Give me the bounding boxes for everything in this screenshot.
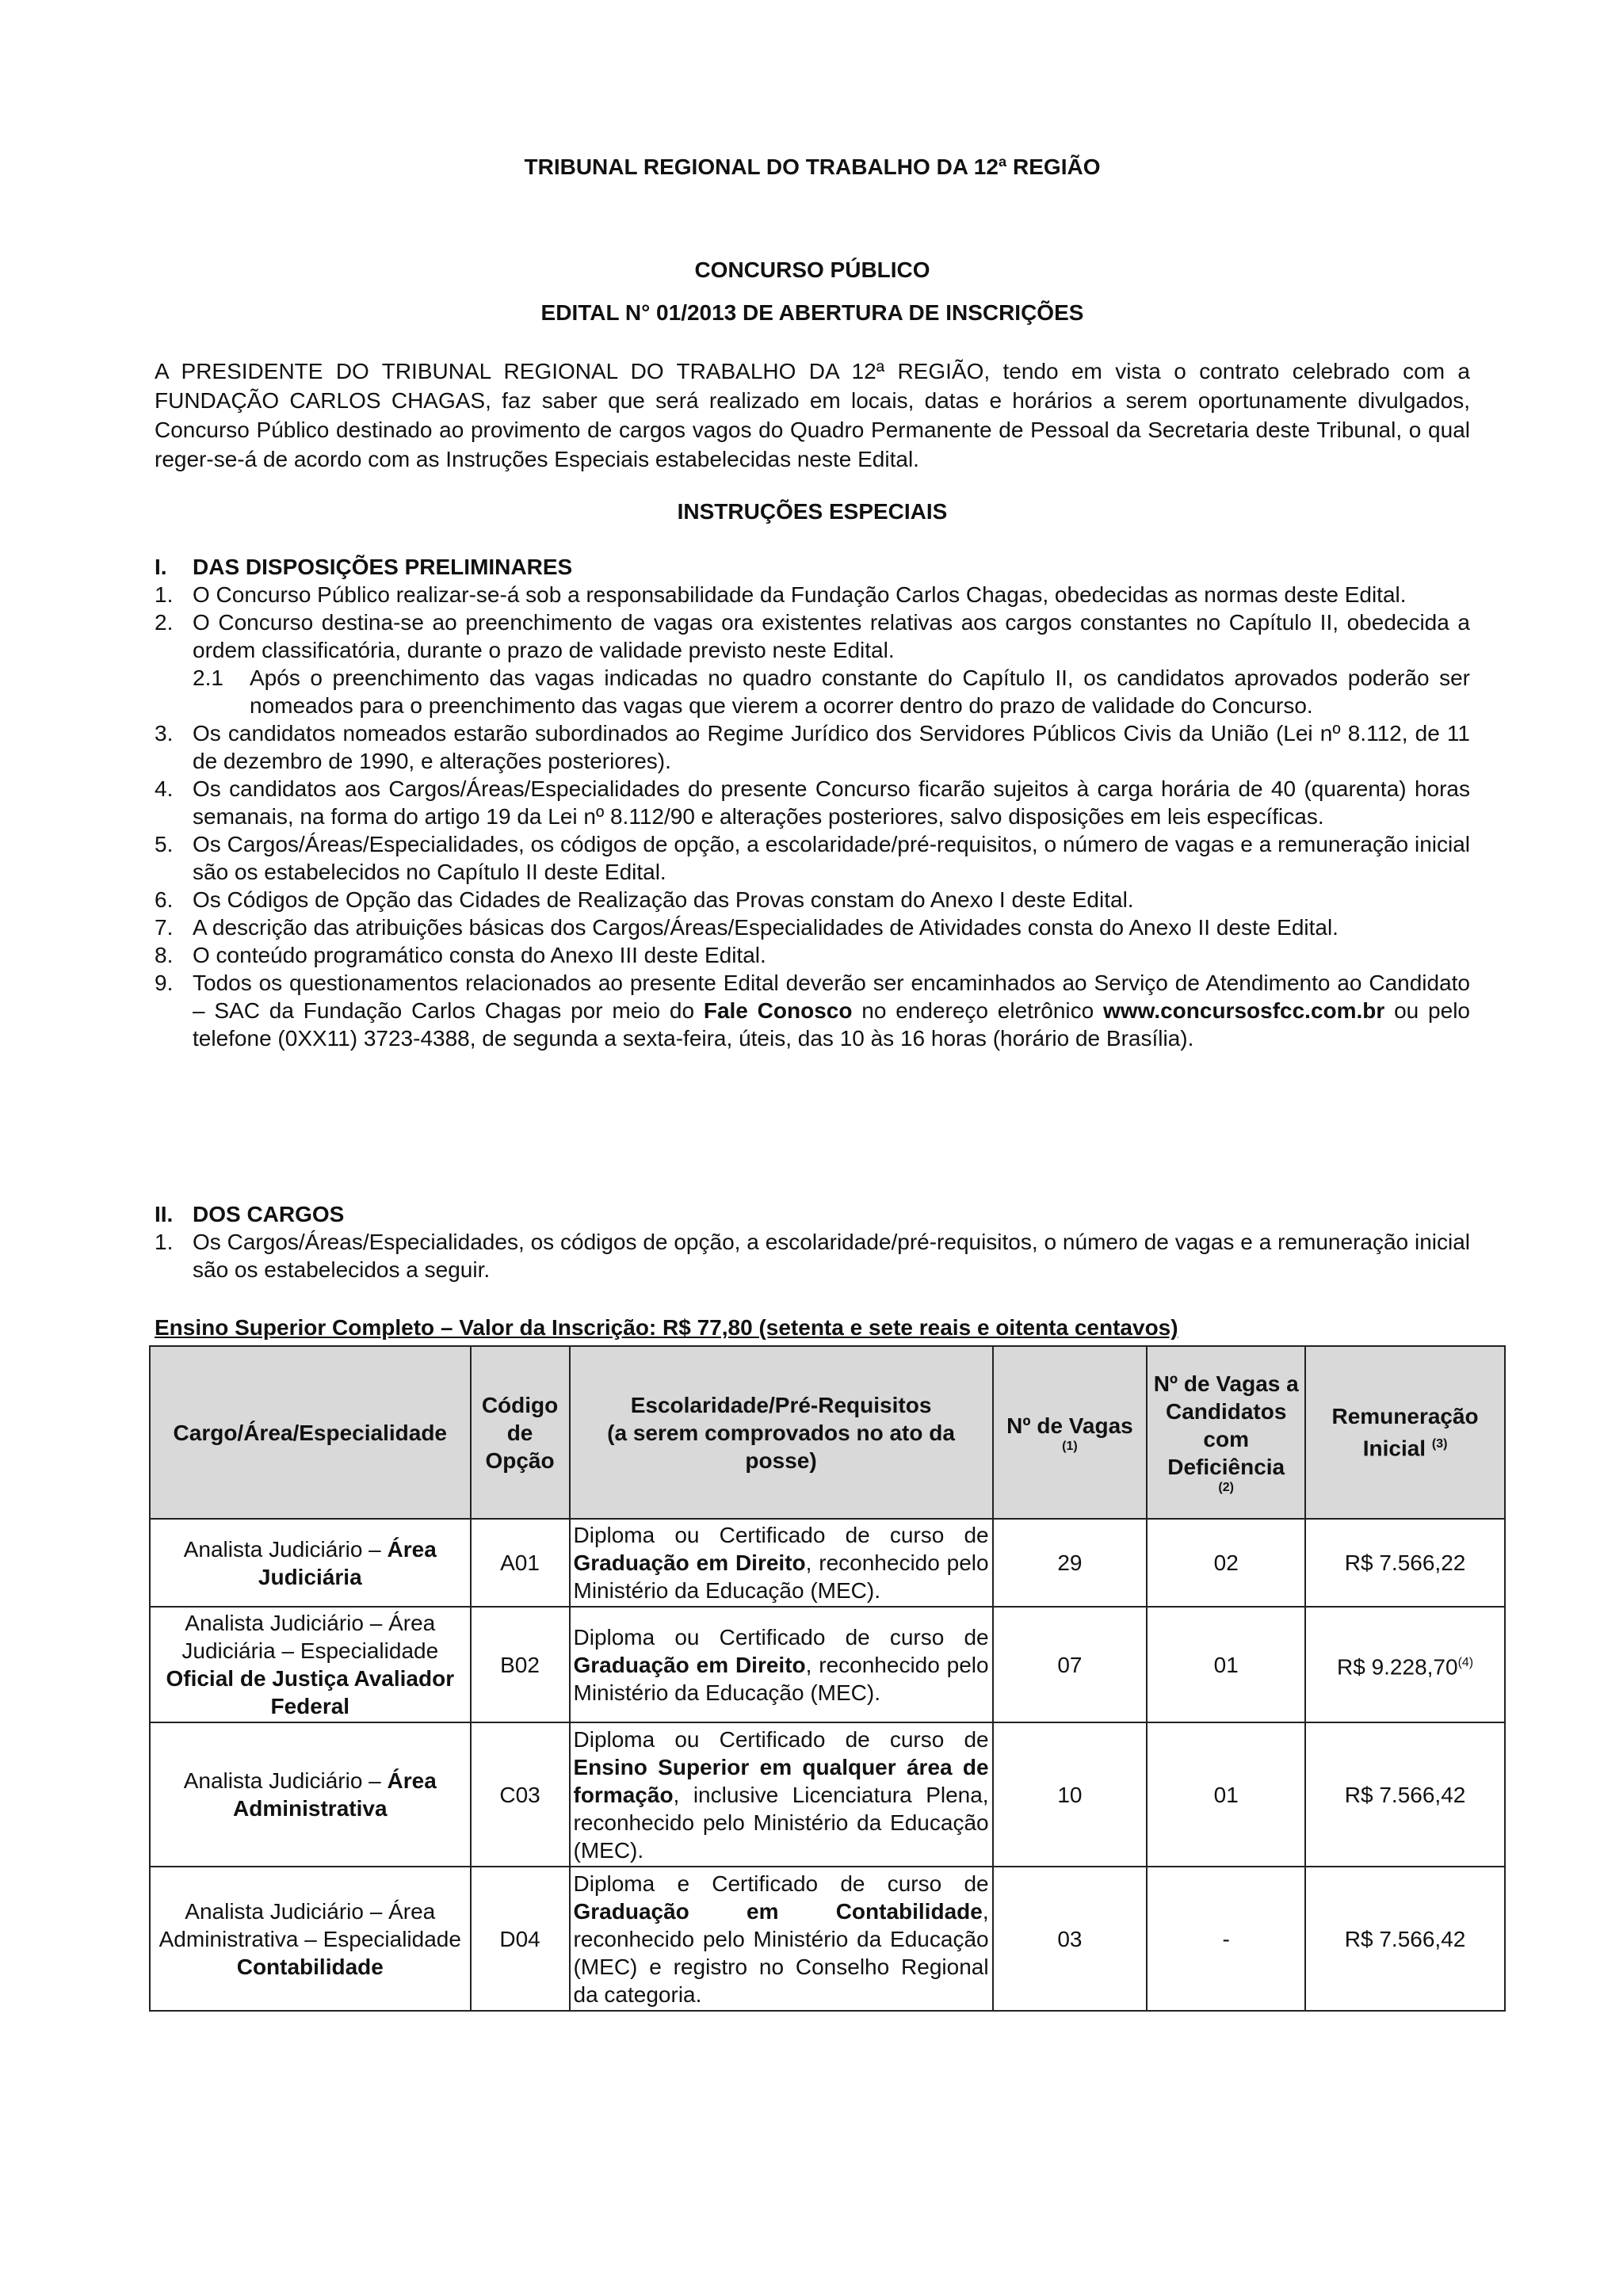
header-remuneracao: [1305, 1346, 1505, 1519]
fee-line: Ensino Superior Completo – Valor da Inscrição: R$ 77,80 (setenta e sete reais e oitenta centavos): [155, 1315, 1178, 1340]
header-escolaridade-line1: Escolaridade/Pré-Requisitos: [630, 1392, 932, 1417]
section-number: I.: [155, 555, 167, 579]
item-text: A descrição das atribuições básicas dos Cargos/Áreas/Especialidades de Atividades consta do Anexo II deste Edital.: [193, 915, 1338, 940]
cell-escolaridade: [570, 1607, 993, 1722]
cell-remuneracao: [1305, 1519, 1505, 1607]
intro-paragraph: A PRESIDENTE DO TRIBUNAL REGIONAL DO TRABALHO DA 12ª REGIÃO, tendo em vista o contrato celebrado com a FUNDAÇÃO CARLOS CHAGAS, faz saber que será realizado em locais, datas e horários a serem oportunamente divulgados, Concurso Público destinado ao provimento de cargos vagos do Quadro Permanente de Pessoal da Secretaria deste Tribunal, o qual reger-se-á de acordo com as Instruções Especiais estabelecidas neste Edital.: [155, 359, 1470, 471]
header-escolaridade: [570, 1346, 993, 1519]
esc-bold: Graduação em Direito: [573, 1652, 806, 1677]
esc-text: Diploma ou Certificado de curso de: [573, 1523, 989, 1547]
item-text: Os candidatos aos Cargos/Áreas/Especialidades do presente Concurso ficarão sujeitos à carga horária de 40 (quarenta) horas semanais, na forma do artigo 19 da Lei nº 8.112/90 e alterações posteriores, salvo disposições em leis específicas.: [193, 776, 1470, 829]
cargo-text: Analista Judiciário – Área Judiciária – Especialidade: [181, 1611, 439, 1663]
esc-text: Diploma e Certificado de curso de: [573, 1871, 989, 1896]
cargos-table: [149, 1345, 1506, 2012]
list-item: [155, 1228, 1470, 1283]
cargo-text: Analista Judiciário –: [183, 1536, 388, 1562]
cell-vagas: 03: [993, 1867, 1148, 2011]
item-number: 3.: [155, 721, 174, 746]
cell-vagas: 07: [993, 1607, 1148, 1722]
item-text: Os candidatos nomeados estarão subordinados ao Regime Jurídico dos Servidores Públicos Civis da União (Lei nº 8.112, de 11 de dezembro de 1990, e alterações posteriores).: [193, 721, 1470, 773]
cell-vagas: 29: [993, 1519, 1148, 1607]
court-title: TRIBUNAL REGIONAL DO TRABALHO DA 12ª REGIÃO: [524, 154, 1101, 179]
cell-remuneracao: [1305, 1722, 1505, 1867]
list-item: [155, 941, 1470, 969]
cell-escolaridade: [570, 1519, 993, 1607]
item-text-part: ou pelo telefone (0XX11) 3723-4388, de segunda a sexta-feira, úteis, das 10 às 16 horas (horário de Brasília).: [193, 998, 1470, 1051]
website-link[interactable]: www.concursosfcc.com.br: [1103, 998, 1385, 1023]
header-vagas: [993, 1346, 1148, 1519]
item-number: 2.1: [193, 666, 223, 690]
section-title: DOS CARGOS: [193, 1202, 345, 1226]
header-escolaridade-line2: (a serem comprovados no ato da posse): [607, 1420, 955, 1473]
table-header-row: [150, 1346, 1505, 1519]
cargo-bold: Área Administrativa: [233, 1768, 437, 1821]
footnote-ref: (2): [1218, 1481, 1234, 1494]
esc-bold: Ensino Superior em qualquer área de formação: [573, 1754, 989, 1807]
item-number: 1.: [155, 582, 174, 607]
item-text: O Concurso Público realizar-se-á sob a responsabilidade da Fundação Carlos Chagas, obedecidas as normas deste Edital.: [193, 582, 1407, 607]
cargo-text: Analista Judiciário –: [183, 1768, 388, 1793]
table-row: [150, 1607, 1505, 1722]
item-text: Os Cargos/Áreas/Especialidades, os códigos de opção, a escolaridade/pré-requisitos, o número de vagas e a remuneração inicial são os estabelecidos a seguir.: [193, 1230, 1470, 1282]
header-cargo: Cargo/Área/Especialidade: [150, 1346, 471, 1519]
contest-title: CONCURSO PÚBLICO: [694, 257, 930, 282]
footnote-ref: (3): [1431, 1437, 1448, 1451]
item-number: 4.: [155, 776, 174, 801]
section-preliminares: [155, 553, 1470, 1052]
item-text: O conteúdo programático consta do Anexo III deste Edital.: [193, 943, 766, 967]
item-number: 6.: [155, 887, 174, 912]
esc-text: , reconhecido pelo Ministério da Educação (MEC) e registro no Conselho Regional da categoria.: [573, 1898, 989, 2007]
cell-codigo: A01: [471, 1519, 570, 1607]
section-heading: [155, 1200, 1470, 1228]
instructions-title: INSTRUÇÕES ESPECIAIS: [677, 499, 948, 524]
item-number: 5.: [155, 832, 174, 856]
remuneracao-value: R$ 7.566,22: [1344, 1550, 1466, 1575]
cell-remuneracao: [1305, 1867, 1505, 2011]
cargo-bold: Oficial de Justiça Avaliador Federal: [166, 1666, 455, 1718]
table-row: [150, 1519, 1505, 1607]
list-item: [155, 969, 1470, 1052]
list-subitem: [193, 664, 1470, 719]
cell-escolaridade: [570, 1722, 993, 1867]
esc-text: , reconhecido pelo Ministério da Educação (MEC).: [573, 1652, 989, 1705]
esc-text: , reconhecido pelo Ministério da Educação (MEC).: [573, 1550, 989, 1603]
esc-text: , inclusive Licenciatura Plena, reconhecido pelo Ministério da Educação (MEC).: [573, 1782, 989, 1863]
cell-vagas-deficiencia: 01: [1147, 1607, 1305, 1722]
section-title: DAS DISPOSIÇÕES PRELIMINARES: [193, 555, 573, 579]
cell-vagas-deficiencia: -: [1147, 1867, 1305, 2011]
list-item: [155, 775, 1470, 830]
esc-bold: Graduação em Direito: [573, 1550, 806, 1575]
list-item: [155, 886, 1470, 913]
cell-codigo: C03: [471, 1722, 570, 1867]
item-number: 8.: [155, 943, 174, 967]
section-number: II.: [155, 1202, 174, 1226]
esc-text: Diploma ou Certificado de curso de: [573, 1624, 989, 1650]
cell-codigo: B02: [471, 1607, 570, 1722]
item-text: Após o preenchimento das vagas indicadas no quadro constante do Capítulo II, os candidatos aprovados poderão ser nomeados para o preenchimento das vagas que vierem a ocorrer dentro do prazo de validade do Concurso.: [250, 666, 1470, 718]
item-text: O Concurso destina-se ao preenchimento de vagas ora existentes relativas aos cargos constantes no Capítulo II, obedecida a ordem classificatória, durante o prazo de validade previsto neste Edital.: [193, 610, 1470, 662]
table-row: [150, 1867, 1505, 2011]
cell-vagas: 10: [993, 1722, 1148, 1867]
remuneracao-value: R$ 9.228,70: [1337, 1654, 1458, 1680]
esc-bold: Graduação em Contabilidade: [573, 1898, 983, 1924]
item-text-part: no endereço eletrônico: [852, 998, 1104, 1023]
list-item: [155, 913, 1470, 941]
fale-conosco-link[interactable]: Fale Conosco: [703, 998, 853, 1023]
edital-title: EDITAL N° 01/2013 DE ABERTURA DE INSCRIÇÕES: [540, 300, 1084, 325]
cell-cargo: [150, 1867, 471, 2011]
cell-cargo: [150, 1722, 471, 1867]
item-text-part: Todos os questionamentos relacionados ao presente Edital deverão ser encaminhados ao Serviço de Atendimento ao Candidato – SAC da Fundação Carlos Chagas por meio do: [193, 971, 1470, 1023]
cell-vagas-deficiencia: 01: [1147, 1722, 1305, 1867]
item-number: 9.: [155, 971, 174, 995]
cell-cargo: [150, 1519, 471, 1607]
list-item: [155, 608, 1470, 664]
list-item: [155, 581, 1470, 608]
item-text: Os Códigos de Opção das Cidades de Realização das Provas constam do Anexo I deste Edital.: [193, 887, 1134, 912]
cell-codigo: D04: [471, 1867, 570, 2011]
header-vagas-label: Nº de Vagas: [1006, 1413, 1133, 1438]
header-vagas-def-label: Nº de Vagas a Candidatos com Deficiência: [1153, 1371, 1299, 1479]
section-heading: [155, 553, 1470, 581]
item-text: Os Cargos/Áreas/Especialidades, os códigos de opção, a escolaridade/pré-requisitos, o número de vagas e a remuneração inicial são os estabelecidos no Capítulo II deste Edital.: [193, 832, 1470, 884]
remuneracao-value: R$ 7.566,42: [1344, 1782, 1466, 1807]
item-number: 2.: [155, 610, 174, 635]
header-codigo: Código de Opção: [471, 1346, 570, 1519]
header-vagas-deficiencia: [1147, 1346, 1305, 1519]
cargo-text: Analista Judiciário – Área Administrativa – Especialidade: [158, 1898, 461, 1951]
cell-vagas-deficiencia: 02: [1147, 1519, 1305, 1607]
cell-remuneracao: [1305, 1607, 1505, 1722]
table-row: [150, 1722, 1505, 1867]
cell-escolaridade: [570, 1867, 993, 2011]
item-number: 1.: [155, 1230, 174, 1254]
item-text: [193, 969, 1470, 1052]
cargo-bold: Área Judiciária: [258, 1536, 437, 1589]
list-item: [155, 719, 1470, 775]
footnote-ref: (4): [1457, 1655, 1474, 1669]
item-number: 7.: [155, 915, 174, 940]
cargo-bold: Contabilidade: [236, 1954, 384, 1979]
header-remuneracao-label: Remuneração Inicial: [1331, 1404, 1479, 1461]
remuneracao-value: R$ 7.566,42: [1344, 1926, 1466, 1951]
footnote-ref: (1): [1062, 1439, 1078, 1453]
cell-cargo: [150, 1607, 471, 1722]
section-cargos: [155, 1200, 1470, 1283]
esc-text: Diploma ou Certificado de curso de: [573, 1726, 989, 1752]
list-item: [155, 830, 1470, 886]
